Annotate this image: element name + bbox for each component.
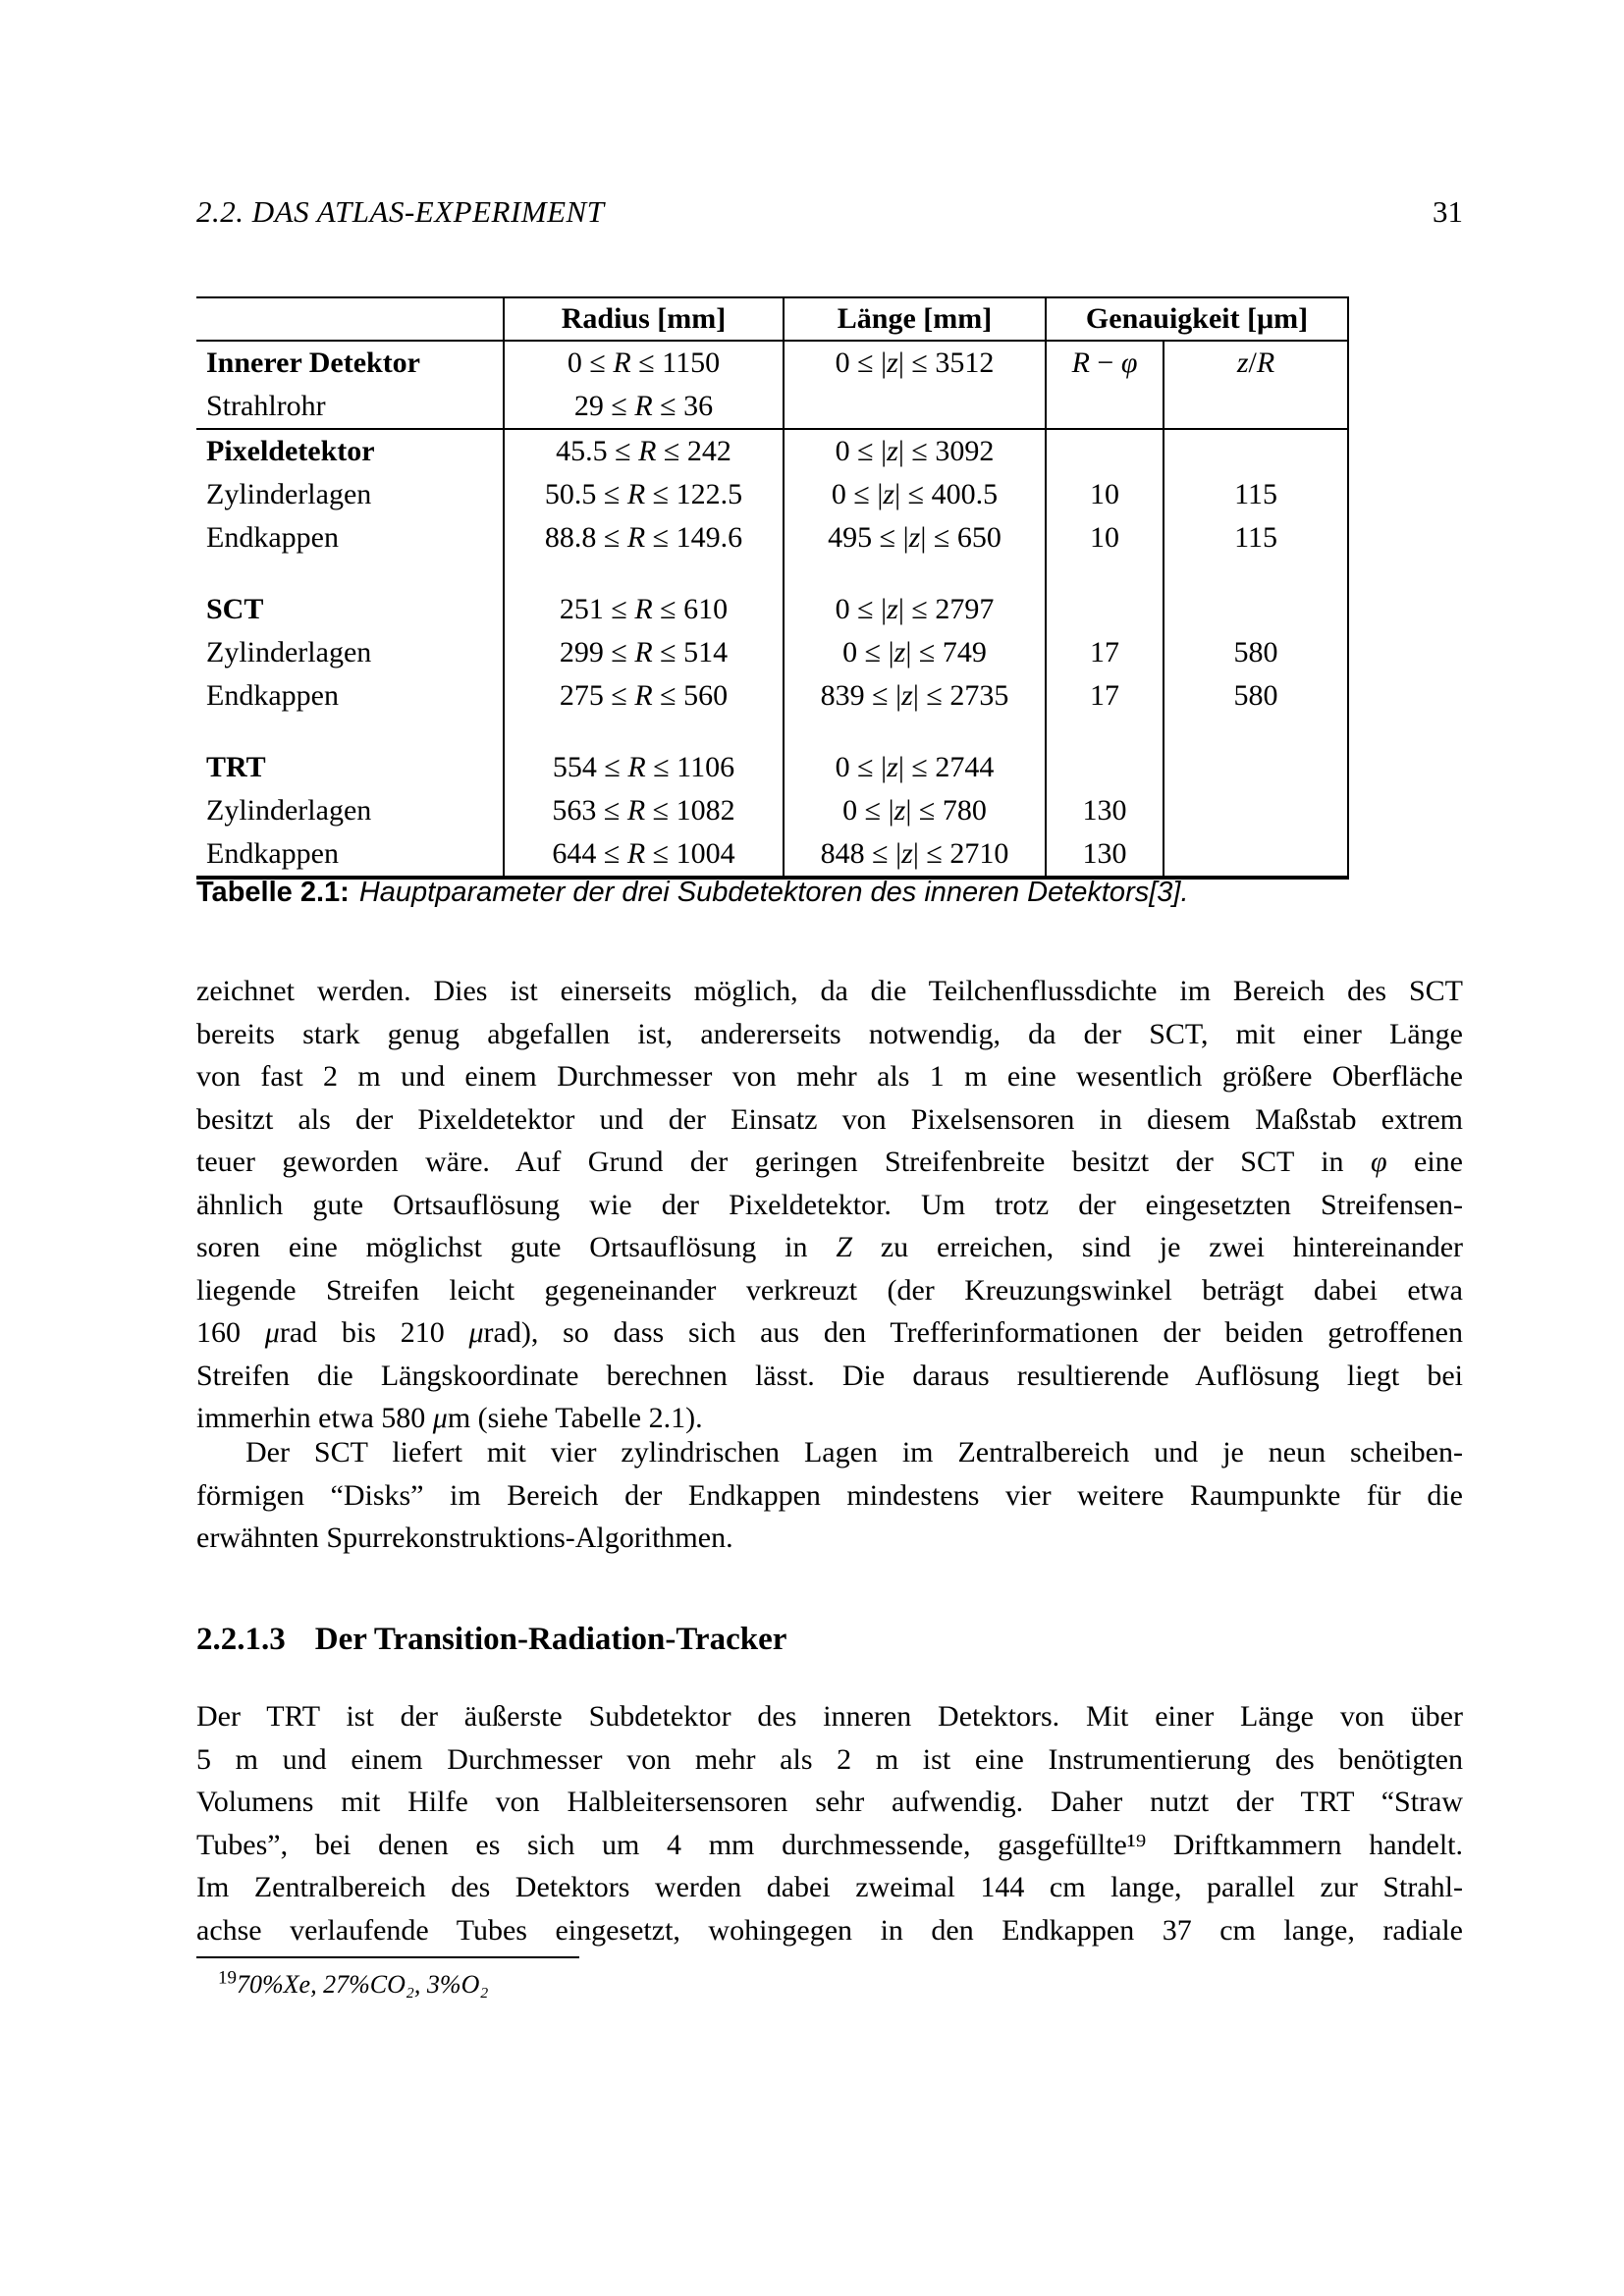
- length-range: 495 ≤ |z| ≤ 650: [784, 516, 1046, 560]
- detector-label: Strahlrohr: [196, 385, 504, 429]
- length-range: 0 ≤ |z| ≤ 3092: [784, 429, 1046, 473]
- text-line: von fast 2 m und einem Durchmesser von mehr als 1 m eine wesentlich größere Oberfläche: [196, 1060, 1463, 1093]
- table-header-row: [196, 297, 1348, 341]
- table-row: [196, 631, 1348, 674]
- radius-range: 29 ≤ R ≤ 36: [504, 385, 784, 429]
- accuracy-zr: [1164, 588, 1348, 631]
- table-row: [196, 516, 1348, 560]
- length-range: 0 ≤ |z| ≤ 780: [784, 789, 1046, 832]
- caption-text: Hauptparameter der drei Subdetektoren des inneren Detektors[3].: [358, 877, 1189, 908]
- text-line: Tubes”, bei denen es sich um 4 mm durchmessende, gasgefüllte¹⁹ Driftkammern handelt.: [196, 1828, 1463, 1861]
- text-line: Im Zentralbereich des Detektors werden dabei zweimal 144 cm lange, parallel zur Strahl-: [196, 1871, 1463, 1903]
- length-range: 0 ≤ |z| ≤ 2744: [784, 746, 1046, 789]
- accuracy-rphi: [1046, 588, 1164, 631]
- text-line: 5 m und einem Durchmesser von mehr als 2 m ist eine Instrumentierung des benötigten: [196, 1742, 1463, 1776]
- radius-range: 88.8 ≤ R ≤ 149.6: [504, 516, 784, 560]
- length-range: [784, 718, 1046, 746]
- length-range: 0 ≤ |z| ≤ 2797: [784, 588, 1046, 631]
- detector-label: SCT: [196, 588, 504, 631]
- text-line: besitzt als der Pixeldetektor und der Einsatz von Pixelsensoren in diesem Maßstab extrem: [196, 1102, 1463, 1136]
- detector-label: [196, 718, 504, 746]
- accuracy-rphi: [1046, 385, 1164, 429]
- text-line: soren eine möglichst gute Ortsauflösung in Z zu erreichen, sind je zwei hintereinander: [196, 1231, 1463, 1263]
- length-range: [784, 560, 1046, 588]
- accuracy-rphi: [1046, 429, 1164, 473]
- radius-range: 275 ≤ R ≤ 560: [504, 674, 784, 718]
- text-line: Der TRT ist der äußerste Subdetektor des inneren Detektors. Mit einer Länge von über: [196, 1700, 1463, 1733]
- radius-range: [504, 718, 784, 746]
- footnote-rule: [196, 1956, 579, 1958]
- text-line: achse verlaufende Tubes eingesetzt, wohingegen in den Endkappen 37 cm lange, radiale: [196, 1913, 1463, 1947]
- accuracy-rphi: R − φ: [1046, 341, 1164, 385]
- accuracy-rphi: 17: [1046, 674, 1164, 718]
- length-range: 0 ≤ |z| ≤ 400.5: [784, 473, 1046, 516]
- accuracy-rphi: 130: [1046, 832, 1164, 878]
- radius-range: 563 ≤ R ≤ 1082: [504, 789, 784, 832]
- detector-label: Zylinderlagen: [196, 631, 504, 674]
- radius-range: 251 ≤ R ≤ 610: [504, 588, 784, 631]
- length-range: 0 ≤ |z| ≤ 3512: [784, 341, 1046, 385]
- text-line: zeichnet werden. Dies ist einerseits möglich, da die Teilchenflussdichte im Bereich des SCT: [196, 975, 1463, 1007]
- detector-label: Endkappen: [196, 832, 504, 878]
- accuracy-rphi: 17: [1046, 631, 1164, 674]
- text-line: Streifen die Längskoordinate berechnen lässt. Die daraus resultierende Auflösung liegt bei: [196, 1359, 1463, 1392]
- section-number: 2.2.1.3: [196, 1622, 286, 1657]
- accuracy-zr: [1164, 718, 1348, 746]
- text-line: 160 μrad bis 210 μrad), so dass sich aus den Trefferinformationen der beiden getroffenen: [196, 1316, 1463, 1349]
- detector-label: [196, 560, 504, 588]
- accuracy-zr: z/R: [1164, 341, 1348, 385]
- table-row: [196, 832, 1348, 878]
- table-row: [196, 385, 1348, 429]
- detector-label: Innerer Detektor: [196, 341, 504, 385]
- accuracy-rphi: 10: [1046, 473, 1164, 516]
- running-header: [196, 194, 1463, 230]
- table: [196, 296, 1349, 880]
- accuracy-zr: 580: [1164, 631, 1348, 674]
- text-line: immerhin etwa 580 μm (siehe Tabelle 2.1).: [196, 1402, 703, 1434]
- accuracy-zr: 580: [1164, 674, 1348, 718]
- accuracy-zr: [1164, 429, 1348, 473]
- detector-label: Zylinderlagen: [196, 789, 504, 832]
- text-line: bereits stark genug abgefallen ist, andererseits notwendig, da der SCT, mit einer Länge: [196, 1017, 1463, 1050]
- footnote-formula: 70%Xe, 27%CO₂, 3%O₂: [237, 1969, 489, 1999]
- accuracy-zr: [1164, 789, 1348, 832]
- header-genauigkeit: Genauigkeit [μm]: [1046, 297, 1348, 341]
- section-heading: [196, 1622, 1463, 1658]
- length-range: [784, 385, 1046, 429]
- table-row: [196, 789, 1348, 832]
- table-row: [196, 429, 1348, 473]
- accuracy-zr: 115: [1164, 473, 1348, 516]
- text-line: erwähnten Spurrekonstruktions-Algorithmen.: [196, 1522, 733, 1554]
- paragraph: [196, 970, 1463, 1440]
- table-spacer-row: [196, 560, 1348, 588]
- radius-range: [504, 560, 784, 588]
- accuracy-rphi: 10: [1046, 516, 1164, 560]
- caption-label: Tabelle 2.1:: [196, 877, 350, 908]
- radius-range: 45.5 ≤ R ≤ 242: [504, 429, 784, 473]
- text-line: liegende Streifen leicht gegeneinander verkreuzt (der Kreuzungswinkel beträgt dabei etwa: [196, 1273, 1463, 1307]
- text-line: förmigen “Disks” im Bereich der Endkappen mindestens vier weitere Raumpunkte für die: [196, 1478, 1463, 1512]
- table-row: [196, 588, 1348, 631]
- table-caption: [196, 877, 1463, 909]
- length-range: 839 ≤ |z| ≤ 2735: [784, 674, 1046, 718]
- footnote-body: [218, 1967, 489, 1999]
- radius-range: 554 ≤ R ≤ 1106: [504, 746, 784, 789]
- radius-range: 644 ≤ R ≤ 1004: [504, 832, 784, 878]
- running-header-title: 2.2. DAS ATLAS-EXPERIMENT: [196, 194, 605, 229]
- detector-label: Pixeldetektor: [196, 429, 504, 473]
- paragraph: [196, 1695, 1463, 1951]
- paragraph: [196, 1431, 1463, 1560]
- header-laenge: Länge [mm]: [784, 297, 1046, 341]
- length-range: 0 ≤ |z| ≤ 749: [784, 631, 1046, 674]
- accuracy-rphi: [1046, 718, 1164, 746]
- text-line: Volumens mit Hilfe von Halbleitersensoren sehr aufwendig. Daher nutzt der TRT “Straw: [196, 1786, 1463, 1818]
- footnote: [196, 1967, 1463, 2000]
- text-line: teuer geworden wäre. Auf Grund der geringen Streifenbreite besitzt der SCT in φ eine: [196, 1146, 1463, 1178]
- accuracy-zr: [1164, 560, 1348, 588]
- footnote-marker: 19: [218, 1967, 237, 1988]
- accuracy-zr: [1164, 385, 1348, 429]
- detector-parameters-table: [196, 296, 1348, 880]
- length-range: 848 ≤ |z| ≤ 2710: [784, 832, 1046, 878]
- table-row: [196, 674, 1348, 718]
- page-number: 31: [1433, 194, 1463, 229]
- table-row: [196, 341, 1348, 385]
- accuracy-rphi: [1046, 746, 1164, 789]
- detector-label: Zylinderlagen: [196, 473, 504, 516]
- header-radius: Radius [mm]: [504, 297, 784, 341]
- radius-range: 299 ≤ R ≤ 514: [504, 631, 784, 674]
- accuracy-zr: [1164, 832, 1348, 878]
- table-row: [196, 473, 1348, 516]
- text-line: Der SCT liefert mit vier zylindrischen Lagen im Zentralbereich und je neun scheiben-: [245, 1436, 1463, 1468]
- detector-label: Endkappen: [196, 674, 504, 718]
- accuracy-zr: 115: [1164, 516, 1348, 560]
- accuracy-rphi: [1046, 560, 1164, 588]
- accuracy-rphi: 130: [1046, 789, 1164, 832]
- radius-range: 50.5 ≤ R ≤ 122.5: [504, 473, 784, 516]
- table-spacer-row: [196, 718, 1348, 746]
- detector-label: Endkappen: [196, 516, 504, 560]
- radius-range: 0 ≤ R ≤ 1150: [504, 341, 784, 385]
- accuracy-zr: [1164, 746, 1348, 789]
- text-line: ähnlich gute Ortsauflösung wie der Pixeldetektor. Um trotz der eingesetzten Streifensen-: [196, 1188, 1463, 1221]
- table-row: [196, 746, 1348, 789]
- header-blank-cell: [196, 297, 504, 341]
- section-title: Der Transition-Radiation-Tracker: [314, 1622, 787, 1657]
- detector-label: TRT: [196, 746, 504, 789]
